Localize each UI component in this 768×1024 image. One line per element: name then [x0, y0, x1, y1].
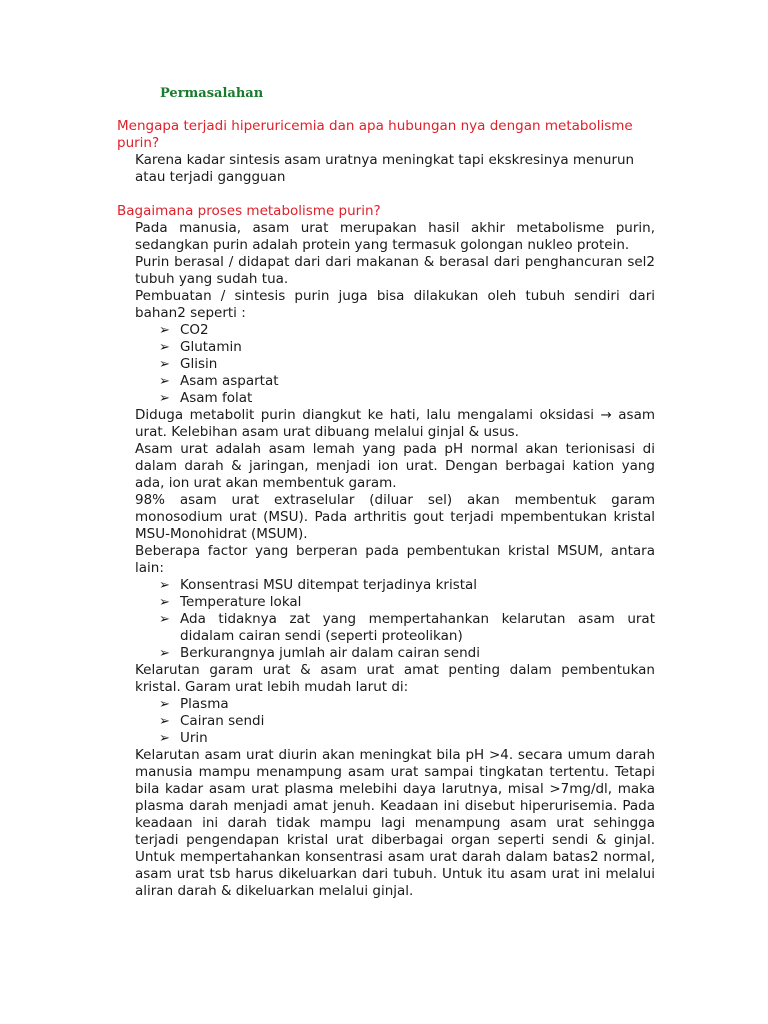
arrow-bullet-icon: ➢: [159, 357, 170, 372]
question-1: Mengapa terjadi hiperuricemia dan apa hubungan nya dengan metabolisme purin?: [117, 118, 633, 151]
paragraph-3: Pembuatan / sintesis purin juga bisa dilakukan oleh tubuh sendiri dari bahan2 seperti :: [135, 288, 655, 321]
list-item: ➢ CO2: [159, 322, 209, 338]
arrow-bullet-icon: ➢: [159, 340, 170, 355]
paragraph-7: Beberapa factor yang berperan pada pembentukan kristal MSUM, antara lain:: [135, 543, 655, 576]
list-item: ➢ Glisin: [159, 356, 218, 372]
arrow-bullet-icon: ➢: [159, 697, 170, 712]
list-item: ➢ Urin: [159, 730, 208, 746]
paragraph-4: Diduga metabolit purin diangkut ke hati, lalu mengalami oksidasi → asam urat. Kelebihan asam urat dibuang melalui ginjal & usus.: [135, 407, 655, 440]
factor-list: [135, 577, 655, 662]
answer-2-body: [135, 220, 655, 900]
arrow-bullet-icon: ➢: [159, 578, 170, 593]
purine-source-list: [135, 322, 655, 407]
question-2: Bagaimana proses metabolisme purin?: [117, 203, 381, 219]
section-title: Permasalahan: [160, 86, 264, 101]
list-item: ➢ Konsentrasi MSU ditempat terjadinya kristal: [159, 577, 478, 593]
list-item: ➢ Cairan sendi: [159, 713, 265, 729]
paragraph-2: Purin berasal / didapat dari dari makanan & berasal dari penghancuran sel2 tubuh yang sudah tua.: [135, 254, 655, 287]
list-item: ➢ Asam aspartat: [159, 373, 279, 389]
arrow-bullet-icon: ➢: [159, 374, 170, 389]
paragraph-5: Asam urat adalah asam lemah yang pada pH normal akan terionisasi di dalam darah & jaringan, menjadi ion urat. Dengan berbagai kation yang ada, ion urat akan membentuk garam.: [135, 441, 655, 491]
list-item: ➢ Plasma: [159, 696, 229, 712]
list-item: ➢ Asam folat: [159, 390, 253, 406]
arrow-bullet-icon: ➢: [159, 714, 170, 729]
paragraph-1: Pada manusia, asam urat merupakan hasil akhir metabolisme purin, sedangkan purin adalah protein yang termasuk golongan nukleo protein.: [135, 220, 655, 253]
solubility-list: [135, 696, 655, 747]
list-item: ➢ Berkurangnya jumlah air dalam cairan sendi: [159, 645, 480, 661]
arrow-bullet-icon: ➢: [159, 612, 170, 627]
arrow-bullet-icon: ➢: [159, 646, 170, 661]
paragraph-9: Kelarutan asam urat diurin akan meningkat bila pH >4. secara umum darah manusia mampu menampung asam urat sampai tingkatan tertentu. Tetapi bila kadar asam urat plasma melebihi daya larutnya, misal >7mg/dl, maka plasma darah menjadi amat jenuh. Keadaan ini disebut hiperurisemia. Pada keadaan ini darah tidak mampu lagi menampung asam urat sehingga terjadi pengendapan kristal urat diberbagai organ seperti sendi & ginjal. Untuk mempertahankan konsentrasi asam urat darah dalam batas2 normal, asam urat tsb harus dikeluarkan dari tubuh. Untuk itu asam urat ini melalui aliran darah & dikeluarkan melalui ginjal.: [135, 747, 655, 899]
arrow-bullet-icon: ➢: [159, 731, 170, 746]
paragraph-6: 98% asam urat extraselular (diluar sel) akan membentuk garam monosodium urat (MSU). Pada arthritis gout terjadi mpembentukan kristal MSU-Monohidrat (MSUM).: [135, 492, 655, 542]
list-item: ➢ Glutamin: [159, 339, 242, 355]
answer-1: Karena kadar sintesis asam uratnya meningkat tapi ekskresinya menurun atau terjadi gangguan: [135, 152, 635, 185]
arrow-bullet-icon: ➢: [159, 595, 170, 610]
list-item: ➢ Ada tidaknya zat yang mempertahankan kelarutan asam urat didalam cairan sendi (seperti proteolikan): [159, 611, 655, 644]
arrow-bullet-icon: ➢: [159, 391, 170, 406]
list-item: ➢ Temperature lokal: [159, 594, 302, 610]
arrow-bullet-icon: ➢: [159, 323, 170, 338]
paragraph-8: Kelarutan garam urat & asam urat amat penting dalam pembentukan kristal. Garam urat lebih mudah larut di:: [135, 662, 655, 695]
